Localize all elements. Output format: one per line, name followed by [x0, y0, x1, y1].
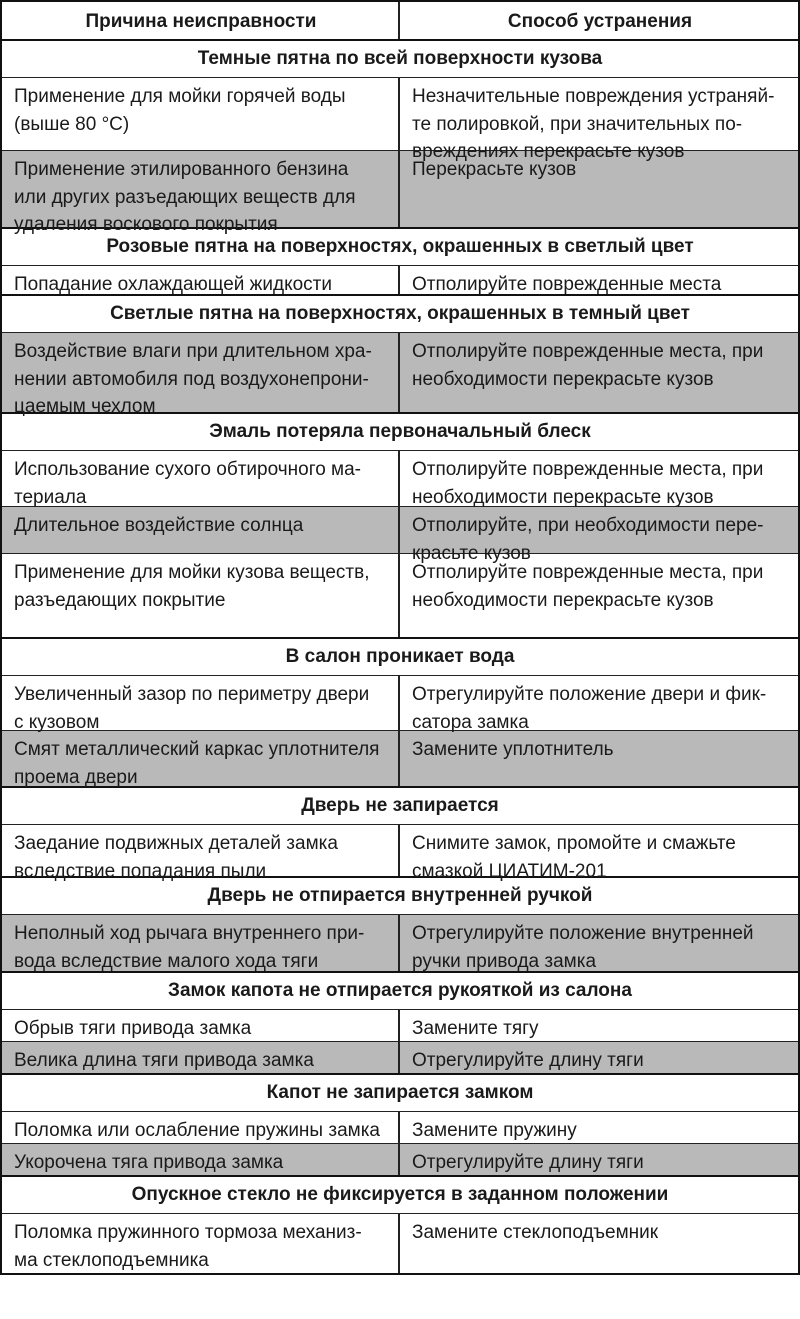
section-title: Темные пятна по всей поверхности кузова — [2, 39, 798, 77]
cause-cell: Применение для мойки кузова веществ, разъедающих покрытие — [2, 554, 400, 637]
section-title: Опускное стекло не фиксируется в заданном положении — [2, 1175, 798, 1213]
section-title: Дверь не запирается — [2, 786, 798, 824]
table-row — [2, 450, 798, 506]
table-body — [2, 39, 798, 1273]
remedy-cell: Отрегулируйте положение двери и фик- сатора замка — [412, 684, 767, 733]
remedy-cell: Замените пружину — [412, 1120, 577, 1141]
cause-cell: Поломка пружинного тормоза механиз- ма стеклоподъемника — [2, 1214, 400, 1273]
remedy-cell: Отполируйте поврежденные места — [412, 274, 722, 295]
table-row — [2, 914, 798, 971]
remedy-cell: Отрегулируйте длину тяги — [412, 1152, 644, 1173]
section-title: Дверь не отпирается внутренней ручкой — [2, 876, 798, 914]
cause-cell: Неполный ход рычага внутреннего при- вода вследствие малого хода тяги — [2, 915, 400, 971]
table-row — [2, 1111, 798, 1143]
header-remedy: Способ устранения — [507, 11, 693, 32]
section-title: Замок капота не отпирается рукояткой из салона — [2, 971, 798, 1009]
section-title: Эмаль потеряла первоначальный блеск — [2, 412, 798, 450]
remedy-cell: Отполируйте, при необходимости пере- красьте кузов — [412, 515, 764, 564]
cause-cell: Применение для мойки горячей воды (выше 80 °C) — [2, 78, 400, 150]
cause-cell: Длительное воздействие солнца — [2, 507, 400, 553]
remedy-cell: Отрегулируйте положение внутренней ручки привода замка — [412, 923, 754, 972]
cause-cell: Поломка или ослабление пружины замка — [2, 1112, 400, 1143]
cause-cell: Увеличенный зазор по периметру двери с кузовом — [2, 676, 400, 730]
remedy-cell: Незначительные повреждения устраняй- те полировкой, при значительных по- вреждениях перекрасьте кузов — [412, 86, 775, 162]
table-row — [2, 553, 798, 637]
cause-cell: Велика длина тяги привода замка — [2, 1042, 400, 1073]
table-row — [2, 1143, 798, 1175]
section-title: Розовые пятна на поверхностях, окрашенных в светлый цвет — [2, 227, 798, 265]
table-row — [2, 824, 798, 882]
table-row — [2, 332, 798, 417]
remedy-cell: Отполируйте поврежденные места, при необходимости перекрасьте кузов — [412, 562, 764, 611]
section-title: В салон проникает вода — [2, 637, 798, 675]
cause-cell: Применение этилированного бензина или других разъедающих веществ для удаления воскового покрытия — [2, 151, 400, 227]
remedy-cell: Отрегулируйте длину тяги — [412, 1050, 644, 1071]
table-row — [2, 1041, 798, 1073]
section-title: Капот не запирается замком — [2, 1073, 798, 1111]
section-title: Светлые пятна на поверхностях, окрашенных в темный цвет — [2, 294, 798, 332]
header-cause: Причина неисправности — [2, 2, 400, 39]
table-row — [2, 675, 798, 733]
remedy-cell: Отполируйте поврежденные места, при необходимости перекрасьте кузов — [412, 341, 764, 390]
table-header — [2, 2, 798, 39]
table-row — [2, 1213, 798, 1273]
table-row — [2, 77, 798, 162]
cause-cell: Смят металлический каркас уплотнителя проема двери — [2, 731, 400, 786]
table-row — [2, 265, 798, 294]
remedy-cell: Замените тягу — [412, 1018, 539, 1039]
cause-cell: Укорочена тяга привода замка — [2, 1144, 400, 1175]
cause-cell: Воздействие влаги при длительном хра- нении автомобиля под воздухонепрони- цаемым чехлом — [2, 333, 400, 412]
cause-cell: Заедание подвижных деталей замка вследствие попадания пыли — [2, 825, 400, 876]
cause-cell: Обрыв тяги привода замка — [2, 1010, 400, 1041]
remedy-cell: Отполируйте поврежденные места, при необходимости перекрасьте кузов — [412, 459, 764, 508]
remedy-cell: Замените стеклоподъемник — [412, 1222, 659, 1243]
table-row — [2, 150, 798, 235]
cause-cell: Использование сухого обтирочного ма- териала — [2, 451, 400, 506]
remedy-cell: Перекрасьте кузов — [412, 159, 577, 180]
remedy-cell: Снимите замок, промойте и смажьте смазкой ЦИАТИМ-201 — [412, 833, 736, 882]
table-row — [2, 730, 798, 786]
cause-cell: Попадание охлаждающей жидкости — [2, 266, 400, 294]
table-row — [2, 506, 798, 564]
table-row — [2, 1009, 798, 1041]
remedy-cell: Замените уплотнитель — [412, 739, 614, 760]
